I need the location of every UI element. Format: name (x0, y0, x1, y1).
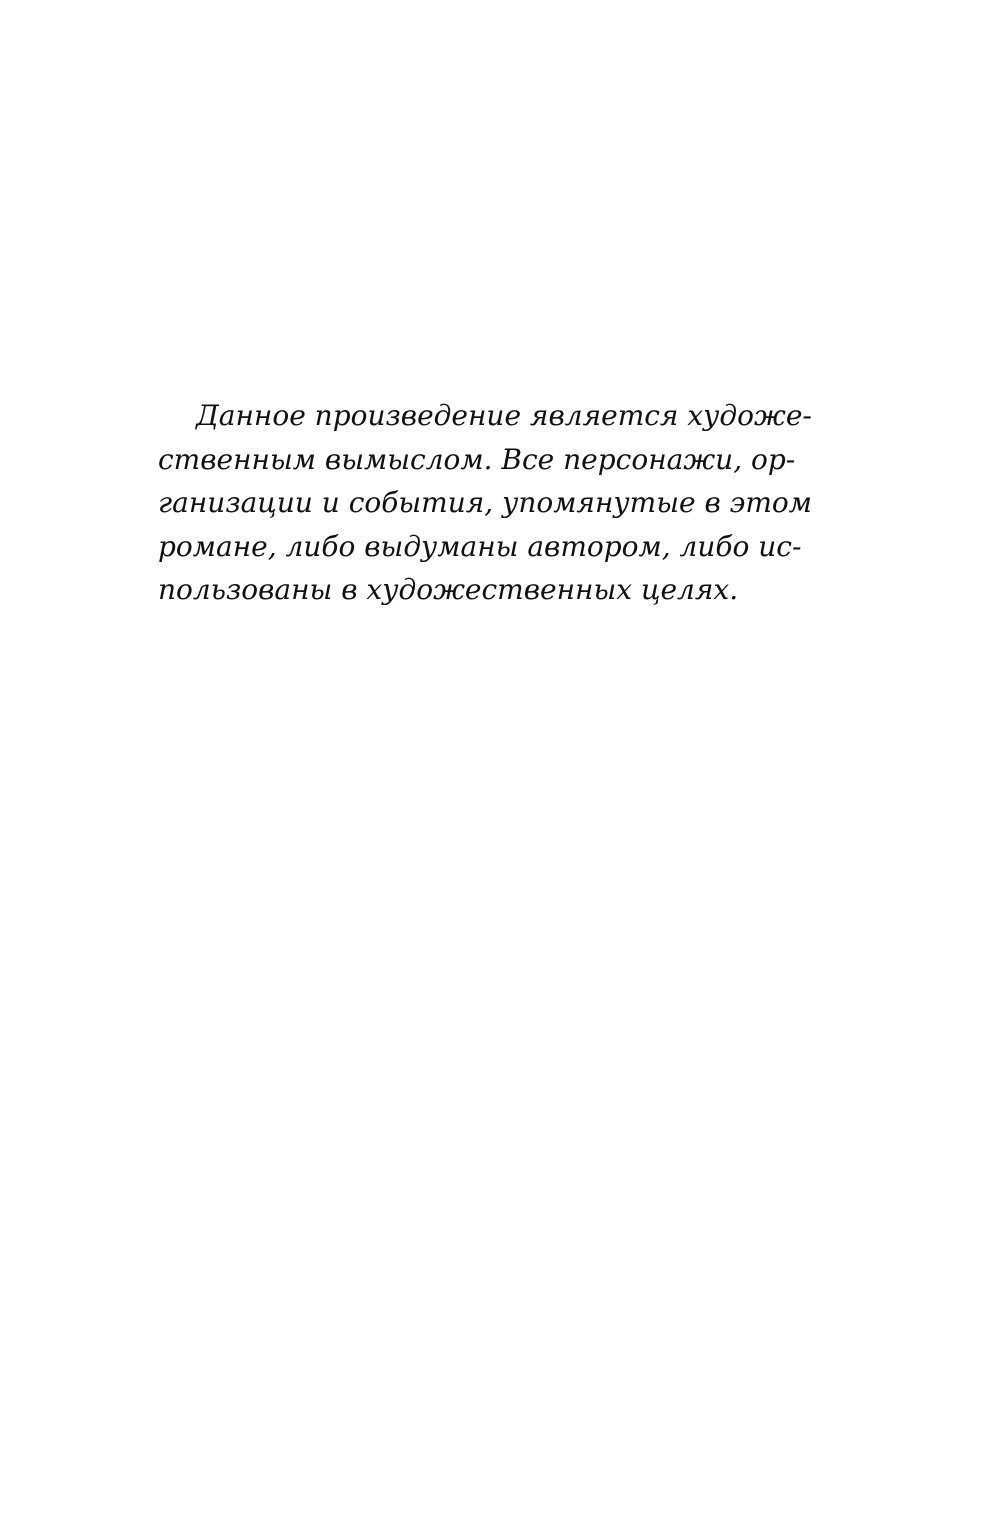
fiction-disclaimer (158, 394, 812, 612)
disclaimer-line-1: Данное произведение является художе- (196, 399, 812, 432)
disclaimer-line-5: пользованы в художественных целях. (158, 573, 739, 606)
disclaimer-line-4: романе, либо выдуманы автором, либо ис- (158, 529, 802, 563)
disclaimer-line-3: ганизации и события, упомянутые в этом (158, 486, 812, 519)
disclaimer-line-2: ственным вымыслом. Все персонажи, ор- (158, 442, 796, 476)
